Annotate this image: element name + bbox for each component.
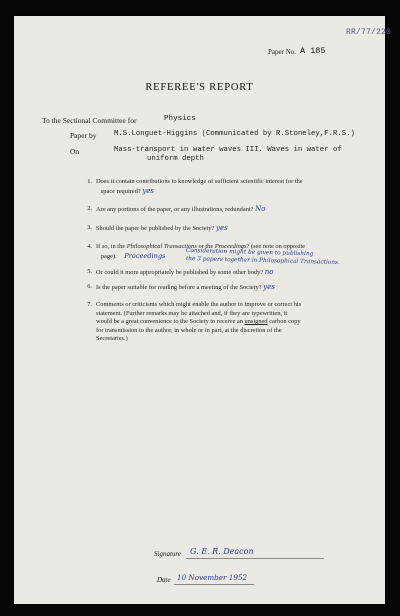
signature-line xyxy=(186,558,324,559)
answer: yes xyxy=(263,283,275,291)
on-value-line2: uniform depth xyxy=(147,155,204,163)
answer: No xyxy=(255,205,266,213)
answer: Proceedings xyxy=(124,251,166,260)
question-text: Should the paper be published by the Society? yes xyxy=(96,224,228,232)
paper-no-value: A 185 xyxy=(300,46,326,56)
answer: no xyxy=(264,268,274,276)
paper-by-value: M.S.Longuet-Higgins (Communicated by R.Stoneley,F.R.S.) xyxy=(114,130,355,138)
paper-by-label: Paper by xyxy=(70,131,97,140)
question-number: 5. xyxy=(87,268,92,275)
question-number: 4. xyxy=(87,243,92,250)
on-value-line1: Mass-transport in water waves III. Waves in water of xyxy=(114,146,342,154)
signature-label: Signature xyxy=(154,550,181,558)
reference-number: RR/77/220 xyxy=(346,28,392,37)
question-text: Does it contain contributions to knowledge of sufficient scientific interest for the space required? yes xyxy=(96,178,303,195)
question-number: 1. xyxy=(87,178,92,185)
date-line xyxy=(174,584,254,585)
answer: yes xyxy=(142,186,155,195)
question-text: Are any portions of the paper, or any illustrations, redundant? No xyxy=(96,205,266,213)
answer: yes xyxy=(216,224,228,232)
answer-note-line2: the 3 papers together in Philosophical Transactions. xyxy=(185,256,340,267)
referee-report-form xyxy=(14,16,392,604)
on-label: On xyxy=(70,147,80,156)
form-title: REFEREE'S REPORT xyxy=(145,82,254,93)
question-text: Is the paper suitable for reading before a meeting of the Society? yes xyxy=(96,283,275,291)
question-text: If so, in the Philosophical Transactions or the Proceedings? (see note on opposite page). Proceedings xyxy=(96,243,306,260)
question-number: 7. xyxy=(87,301,92,308)
date-value: 10 November 1952 xyxy=(177,573,248,582)
committee-value: Physics xyxy=(164,115,196,123)
signature-value: G. E. R. Deacon xyxy=(190,547,254,556)
question-text: Comments or criticisms which might enable the author to improve or correct his statement. (Further remarks may be attached and, if they are typewritten, it would be a great convenience to the Society to receive an unsigned carbon copy for transmission to the author, in whole or in part, at the discretion of the Secretaries.) xyxy=(96,301,302,343)
question-number: 6. xyxy=(87,283,92,290)
answer-note-line1: Consideration might be given to publishing xyxy=(185,248,314,258)
committee-label: To the Sectional Committee for xyxy=(42,116,137,125)
question-number: 3. xyxy=(87,224,92,231)
question-text: Or could it more appropriately be published by some other body? no xyxy=(96,268,274,276)
paper-no-label: Paper No. xyxy=(268,48,296,56)
question-number: 2. xyxy=(87,205,92,212)
date-label: Date xyxy=(157,576,171,584)
